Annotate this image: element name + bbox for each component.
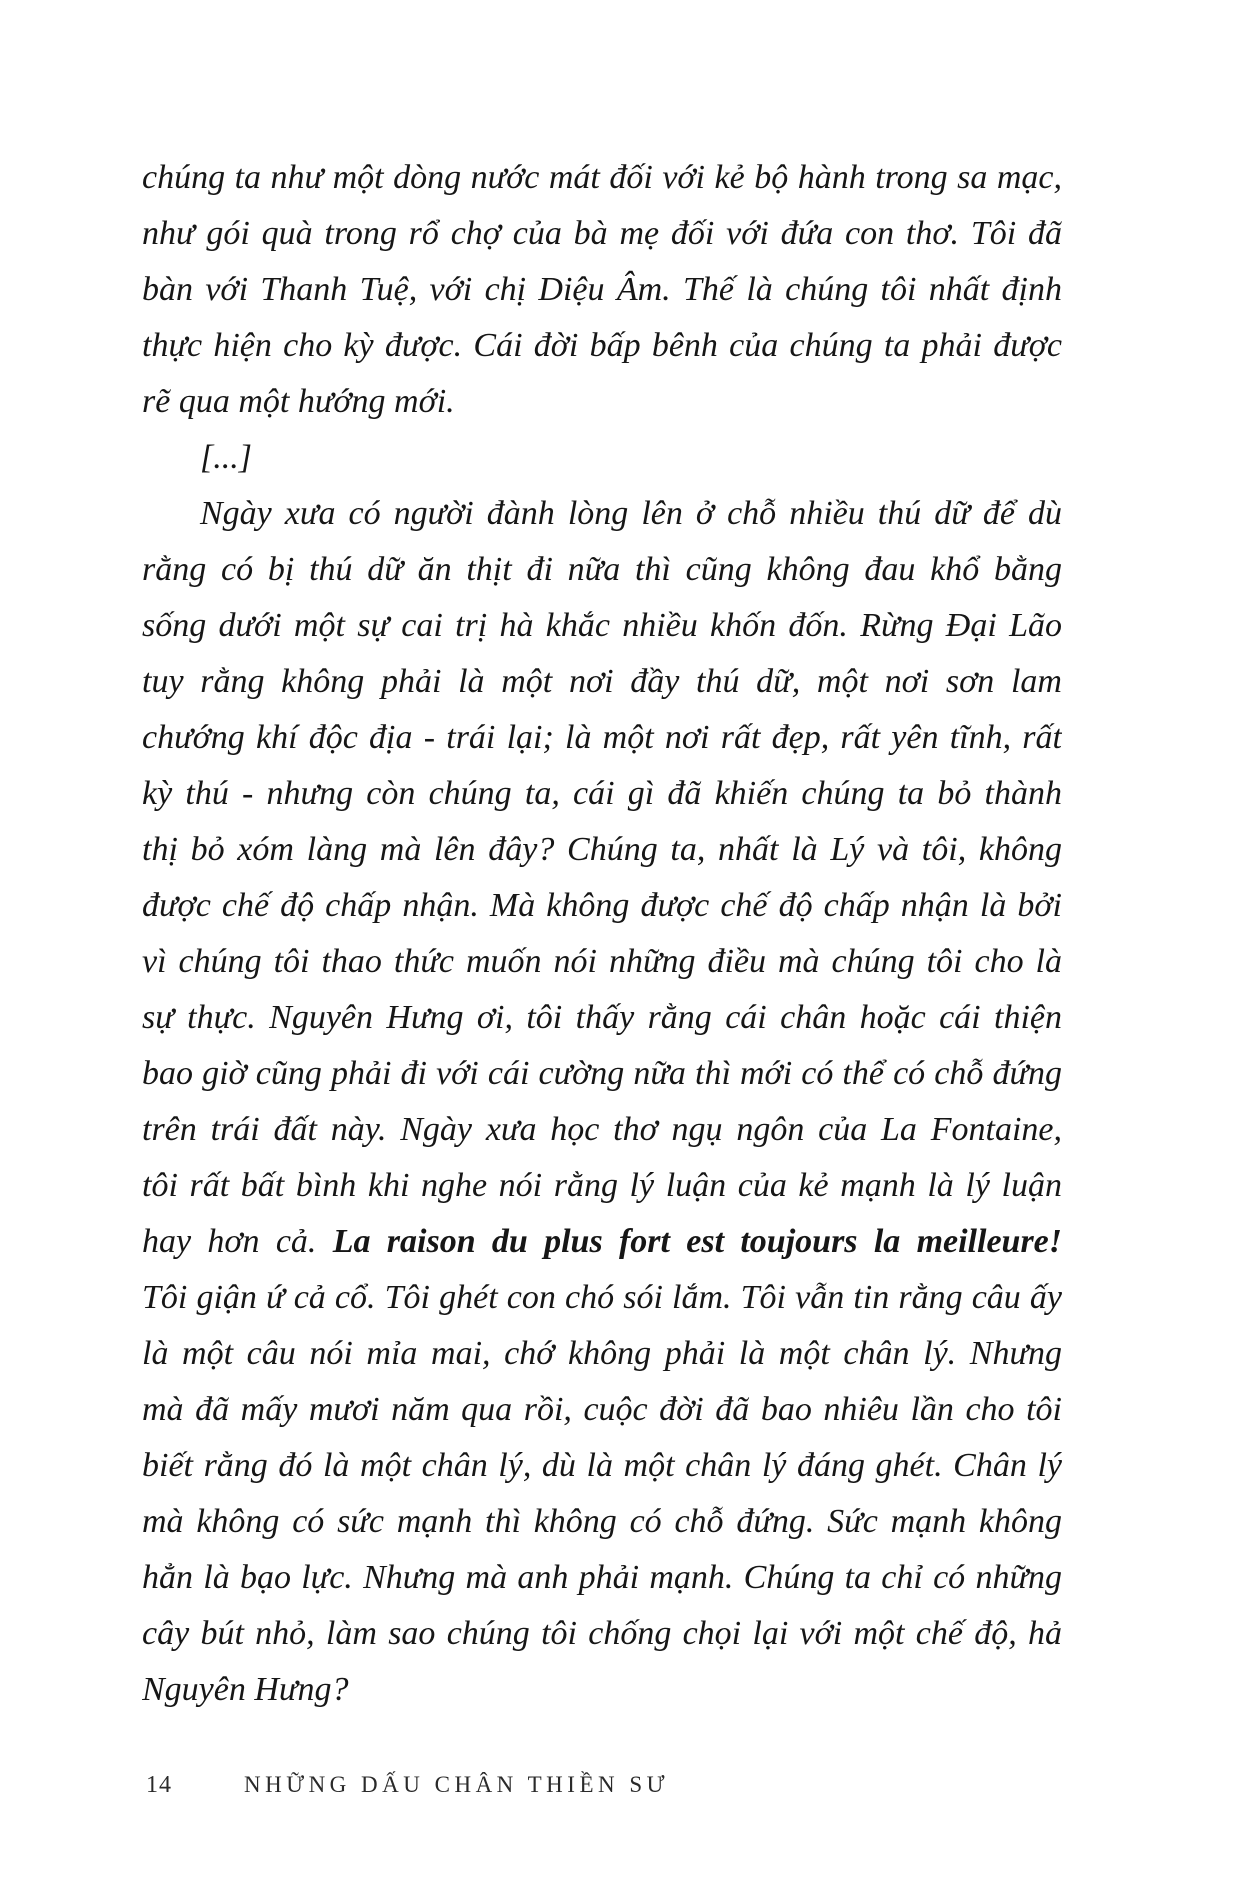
text-run: chúng ta như một dòng nước mát đối với kẻ bộ hành trong sa mạc, [142,159,1062,196]
text-run: tôi rất bất bình khi nghe nói rằng lý luận của kẻ mạnh là lý luận [142,1167,1062,1204]
paragraph [142,486,1062,1718]
text-line [142,1326,1062,1382]
text-line [142,710,1062,766]
text-run: vì chúng tôi thao thức muốn nói những điều mà chúng tôi cho là [142,943,1062,980]
text-run: được chế độ chấp nhận. Mà không được chế độ chấp nhận là bởi [142,887,1062,924]
text-run: trên trái đất này. Ngày xưa học thơ ngụ ngôn của La Fontaine, [142,1111,1062,1148]
page-text [142,150,1062,1718]
text-line [142,430,1062,486]
paragraph [142,150,1062,430]
text-run: là một câu nói mỉa mai, chớ không phải là một chân lý. Nhưng [142,1335,1062,1372]
text-run: như gói quà trong rổ chợ của bà mẹ đối với đứa con thơ. Tôi đã [142,215,1062,252]
text-run: thị bỏ xóm làng mà lên đây? Chúng ta, nhất là Lý và tôi, không [142,831,1062,868]
text-run: rẽ qua một hướng mới. [142,383,455,420]
text-run: bao giờ cũng phải đi với cái cường nữa thì mới có thể có chỗ đứng [142,1055,1062,1092]
text-run: cây bút nhỏ, làm sao chúng tôi chống chọi lại với một chế độ, hả [142,1615,1062,1652]
text-line [142,1270,1062,1326]
text-run: hẳn là bạo lực. Nhưng mà anh phải mạnh. Chúng ta chỉ có những [142,1559,1062,1596]
text-line [142,598,1062,654]
text-line [142,1438,1062,1494]
text-run: Ngày xưa có người đành lòng lên ở chỗ nhiều thú dữ để dù [200,495,1062,532]
text-run: sống dưới một sự cai trị hà khắc nhiều khốn đốn. Rừng Đại Lão [142,607,1062,644]
text-line [142,878,1062,934]
text-line [142,990,1062,1046]
text-line [142,766,1062,822]
text-line [142,1382,1062,1438]
text-line [142,1662,1062,1718]
text-run: rằng có bị thú dữ ăn thịt đi nữa thì cũng không đau khổ bằng [142,551,1062,588]
bold-emphasis: La raison du plus fort est toujours la meilleure! [332,1223,1062,1260]
text-line [142,822,1062,878]
text-line [142,206,1062,262]
page-footer [146,1772,1066,1799]
text-run: chướng khí độc địa - trái lại; là một nơi rất đẹp, rất yên tĩnh, rất [142,719,1062,756]
text-line [142,1606,1062,1662]
running-title: NHỮNG DẤU CHÂN THIỀN SƯ [244,1772,669,1797]
text-run: mà không có sức mạnh thì không có chỗ đứng. Sức mạnh không [142,1503,1062,1540]
text-run: biết rằng đó là một chân lý, dù là một chân lý đáng ghét. Chân lý [142,1447,1062,1484]
text-line [142,934,1062,990]
text-run: sự thực. Nguyên Hưng ơi, tôi thấy rằng cái chân hoặc cái thiện [142,999,1062,1036]
text-line [142,1550,1062,1606]
text-run: kỳ thú - nhưng còn chúng ta, cái gì đã khiến chúng ta bỏ thành [142,775,1062,812]
text-run: mà đã mấy mươi năm qua rồi, cuộc đời đã bao nhiêu lần cho tôi [142,1391,1062,1428]
text-run: [...] [200,439,252,476]
text-line [142,262,1062,318]
text-run: Nguyên Hưng? [142,1671,349,1708]
text-run: hay hơn cả. [142,1223,333,1260]
text-line [142,486,1062,542]
text-line [142,374,1062,430]
text-line [142,1214,1062,1270]
text-line [142,318,1062,374]
text-line [142,150,1062,206]
text-run: tuy rằng không phải là một nơi đầy thú dữ, một nơi sơn lam [142,663,1062,700]
text-line [142,654,1062,710]
text-line [142,1494,1062,1550]
text-line [142,1046,1062,1102]
text-run: Tôi giận ứ cả cổ. Tôi ghét con chó sói lắm. Tôi vẫn tin rằng câu ấy [142,1279,1062,1316]
paragraph [142,430,1062,486]
text-line [142,1158,1062,1214]
text-line [142,542,1062,598]
text-line [142,1102,1062,1158]
text-run: thực hiện cho kỳ được. Cái đời bấp bênh của chúng ta phải được [142,327,1062,364]
page-number: 14 [146,1772,172,1798]
text-run: bàn với Thanh Tuệ, với chị Diệu Âm. Thế là chúng tôi nhất định [142,271,1062,308]
